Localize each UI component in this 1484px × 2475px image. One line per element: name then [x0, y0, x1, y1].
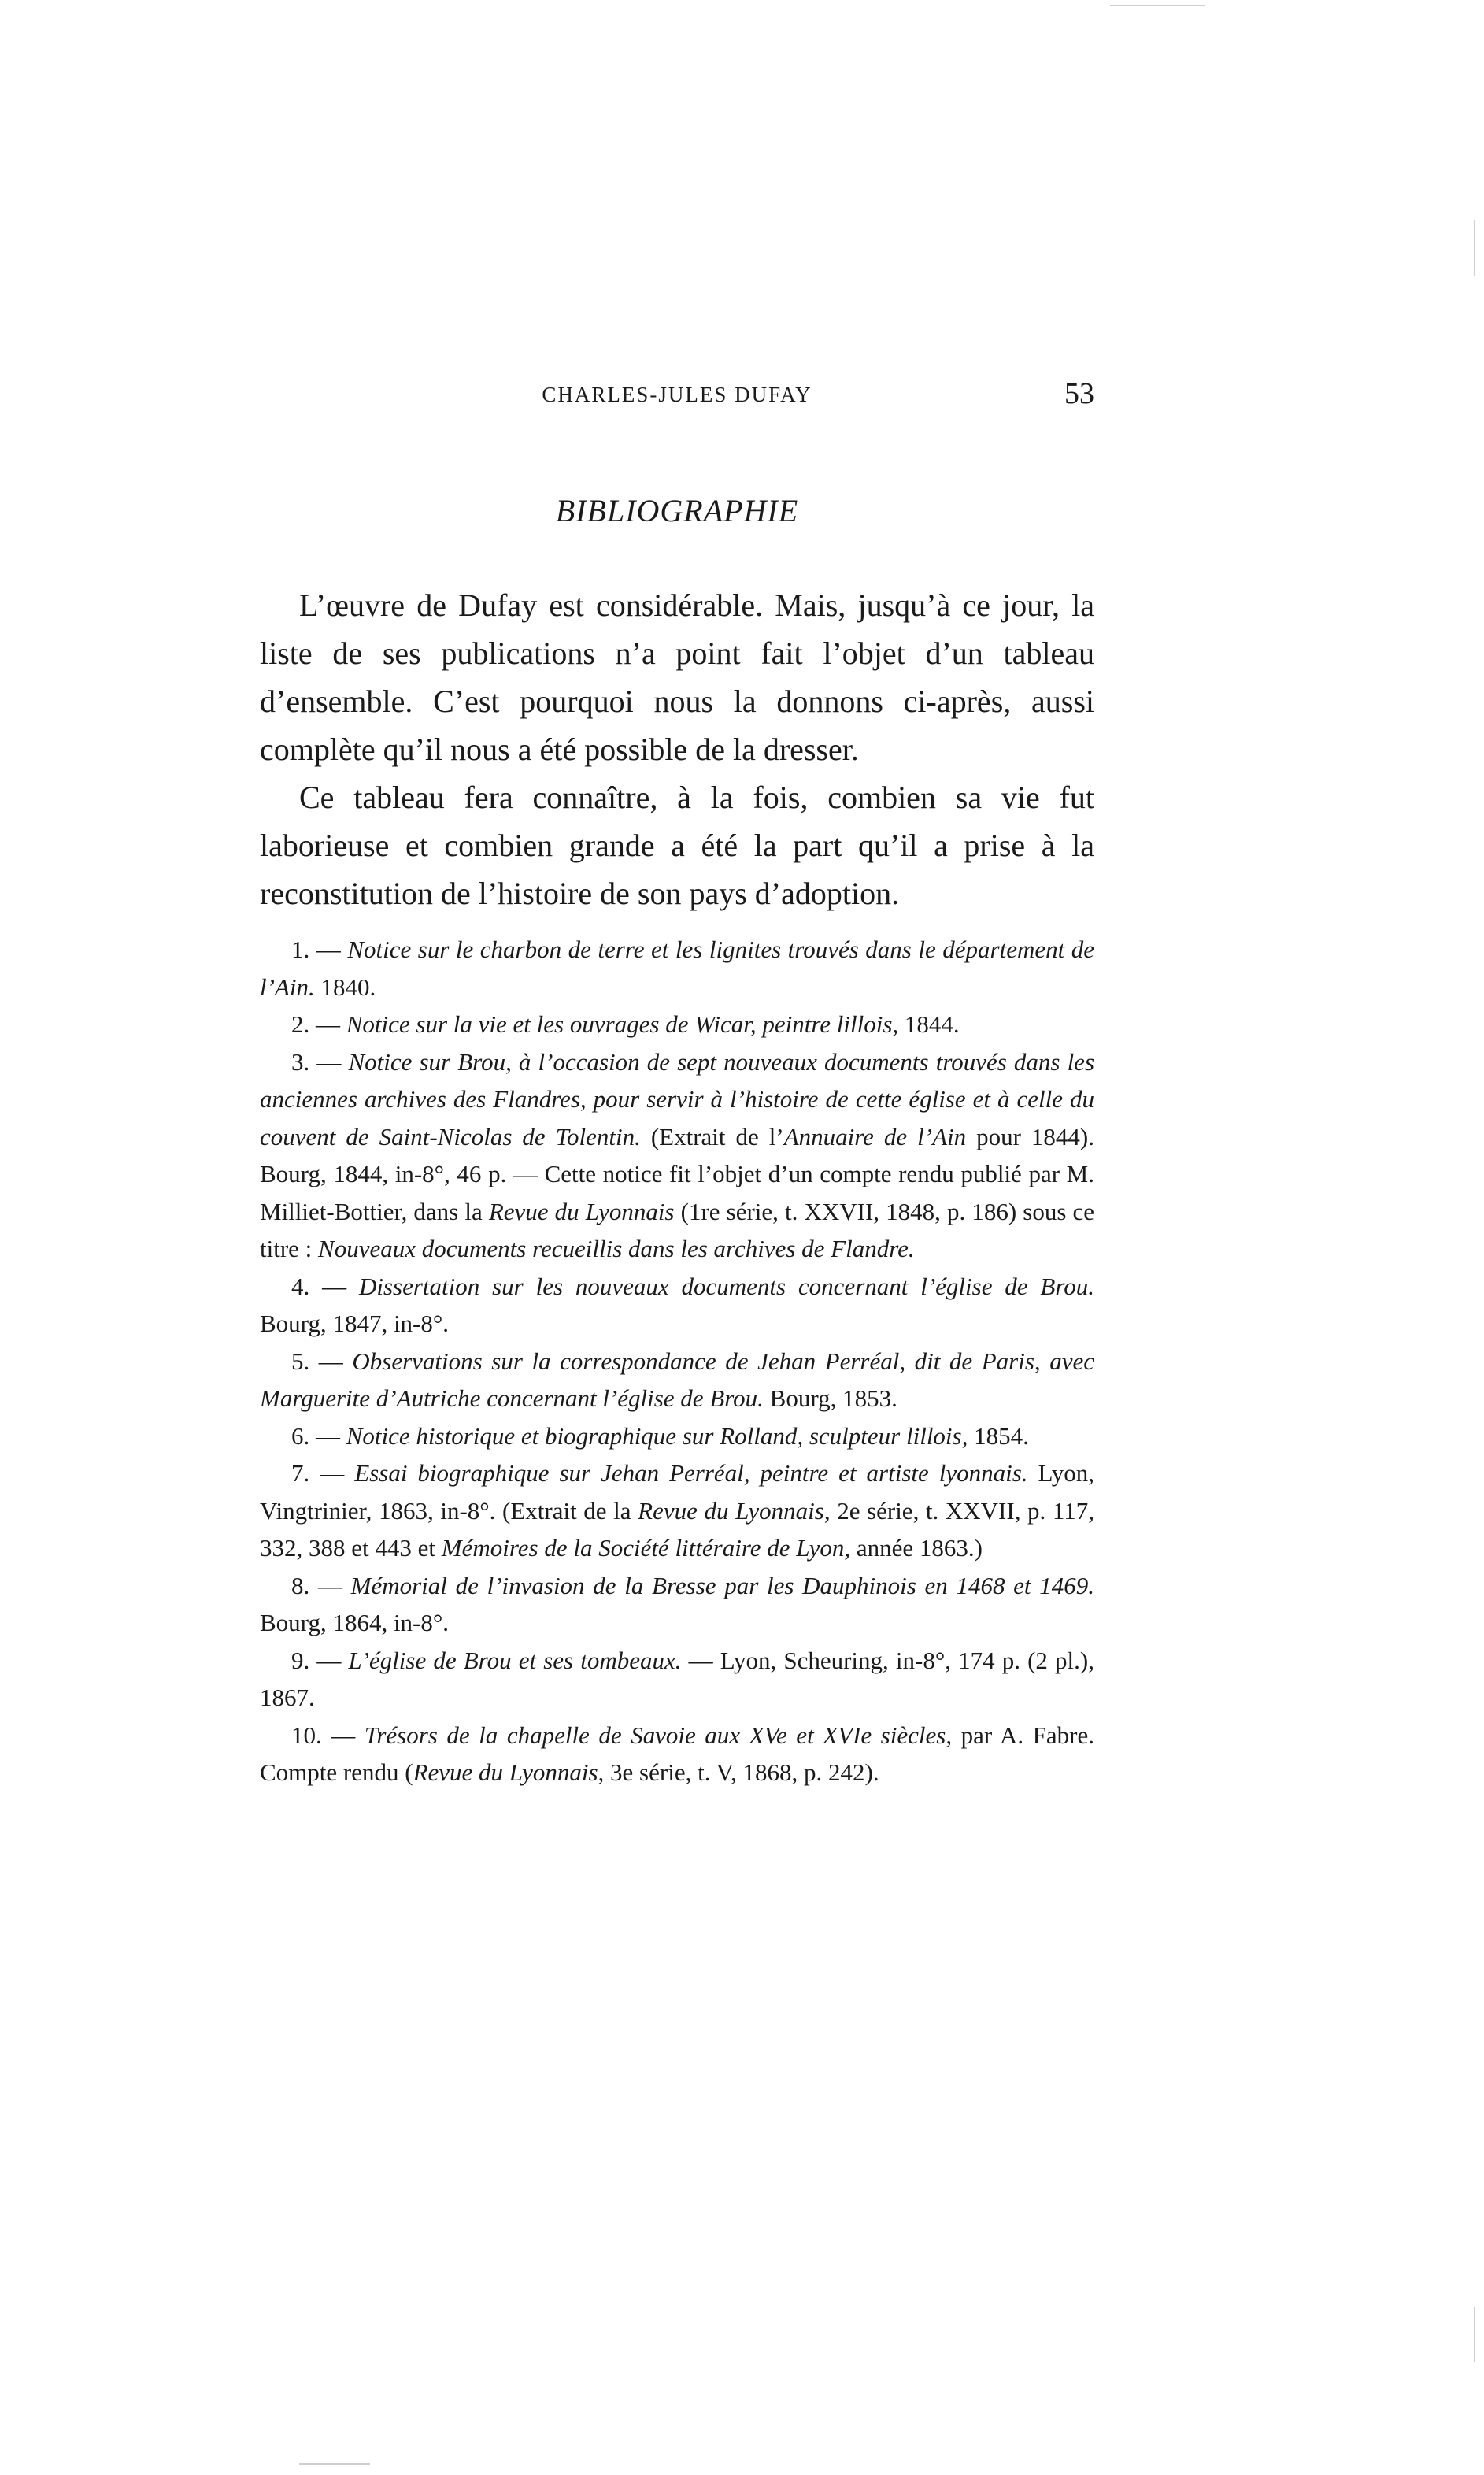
entry-number: 2. —: [291, 1010, 340, 1038]
entry-number: 6. —: [291, 1421, 340, 1450]
scan-mark: [1474, 2307, 1475, 2362]
entry-number: 5. —: [291, 1347, 343, 1375]
entry-details: 1854.: [974, 1421, 1029, 1450]
entry-details: 2e série, t. XXVII, p. 117, 332, 388 et 443 et: [260, 1496, 1094, 1562]
entry-details: 1840.: [320, 973, 376, 1001]
entry-number: 8. —: [291, 1571, 342, 1599]
entry-title: Notice sur le charbon de terre et les lignites trouvés dans le département de l’Ain.: [260, 936, 1095, 1001]
bibliography-entry-8: [260, 1567, 1094, 1642]
page-number: 53: [1064, 377, 1094, 410]
intro-text: [260, 581, 1094, 917]
entry-number: 10. —: [291, 1721, 356, 1749]
bibliography-entry-3: [260, 1043, 1094, 1268]
entry-details: — Lyon, Scheuring, in-8°, 174 p. (2 pl.), 1867.: [260, 1646, 1094, 1711]
entry-details: 1844.: [904, 1010, 960, 1038]
entry-title: Notice sur la vie et les ouvrages de Wicar, peintre lillois,: [346, 1010, 899, 1038]
entry-title: Mémorial de l’invasion de la Bresse par les Dauphinois en 1468 et 1469.: [350, 1571, 1094, 1599]
bibliography-entry-2: [260, 1006, 1094, 1043]
entry-details: Bourg, 1864, in-8°.: [260, 1609, 450, 1636]
entry-details: Bourg, 1853.: [769, 1384, 897, 1412]
entry-title: L’église de Brou et ses tombeaux.: [348, 1646, 682, 1674]
entry-details: année 1863.): [856, 1534, 983, 1562]
intro-paragraph-1: L’œuvre de Dufay est considérable. Mais, jusqu’à ce jour, la liste de ses publications n’a point fait l’objet d’un tableau d’ensemble. C’est pourquoi nous la donnons ci-après, aussi complète qu’il nous a été possible de la dresser.: [260, 587, 1094, 767]
entry-details: (1re série, t. XXVII, 1848, p. 186) sous ce titre :: [260, 1197, 1095, 1262]
entry-number: 9. —: [291, 1646, 342, 1674]
bibliography-entry-7: [260, 1454, 1094, 1567]
entry-publication-title: Mémoires de la Société littéraire de Lyon,: [441, 1534, 851, 1562]
entry-title: Trésors de la chapelle de Savoie aux XVe et XVIe siècles,: [364, 1721, 953, 1749]
bibliography-entry-5: [260, 1343, 1094, 1417]
bibliography-list: [260, 931, 1094, 1791]
intro-paragraph-2: Ce tableau fera connaître, à la fois, combien sa vie fut laborieuse et combien grande a été la part qu’il a prise à la reconstitution de l’histoire de son pays d’adoption.: [260, 780, 1094, 911]
entry-details: pour 1844). Bourg, 1844, in-8°, 46 p. — Cette notice fit l’objet d’un compte rendu publié par M. Milliet-Bottier, dans la: [260, 1122, 1094, 1225]
entry-review-title: Nouveaux documents recueillis dans les archives de Flandre.: [318, 1235, 915, 1262]
bibliography-entry-9: [260, 1642, 1094, 1717]
entry-number: 7. —: [291, 1459, 345, 1487]
scan-mark: [1110, 5, 1205, 6]
bibliography-entry-6: [260, 1417, 1094, 1455]
entry-publication-title: Annuaire de l’Ain: [783, 1122, 967, 1150]
entry-title: Essai biographique sur Jehan Perréal, peintre et artiste lyonnais.: [354, 1459, 1028, 1487]
running-title: CHARLES-JULES DUFAY: [542, 383, 812, 406]
section-title: BIBLIOGRAPHIE: [555, 493, 799, 528]
entry-title: Notice sur Brou, à l’occasion de sept nouveaux documents trouvés dans les anciennes archives des Flandres, pour servir à l’histoire de cette église et à celle du couvent de Saint-Nicolas de Tolentin.: [260, 1047, 1095, 1150]
running-header: [260, 376, 1094, 416]
entry-details: 3e série, t. V, 1868, p. 242).: [610, 1758, 879, 1786]
entry-number: 1. —: [291, 936, 341, 963]
bibliography-entry-1: [260, 931, 1094, 1006]
entry-title: Dissertation sur les nouveaux documents concernant l’église de Brou.: [358, 1272, 1095, 1300]
entry-title: Notice historique et biographique sur Rolland, sculpteur lillois,: [346, 1421, 968, 1450]
entry-details: Bourg, 1847, in-8°.: [260, 1310, 450, 1337]
bibliography-entry-4: [260, 1268, 1094, 1343]
entry-details: (Extrait de l’: [650, 1122, 784, 1150]
entry-title: Observations sur la correspondance de Jehan Perréal, dit de Paris, avec Marguerite d’Autriche concernant l’église de Brou.: [260, 1347, 1095, 1412]
bibliography-entry-10: [260, 1717, 1094, 1791]
scan-mark: [299, 2463, 370, 2465]
entry-details: par A. Fabre. Compte rendu (: [260, 1721, 1095, 1786]
entry-publication-title: Revue du Lyonnais,: [413, 1758, 605, 1786]
entry-publication-title: Revue du Lyonnais,: [638, 1496, 831, 1525]
scan-mark: [1474, 220, 1475, 276]
entry-number: 4. —: [291, 1272, 347, 1300]
entry-details: Lyon, Vingtrinier, 1863, in-8°. (Extrait de la: [260, 1459, 1095, 1525]
entry-number: 3. —: [291, 1047, 342, 1076]
entry-publication-title: Revue du Lyonnais: [488, 1197, 675, 1225]
